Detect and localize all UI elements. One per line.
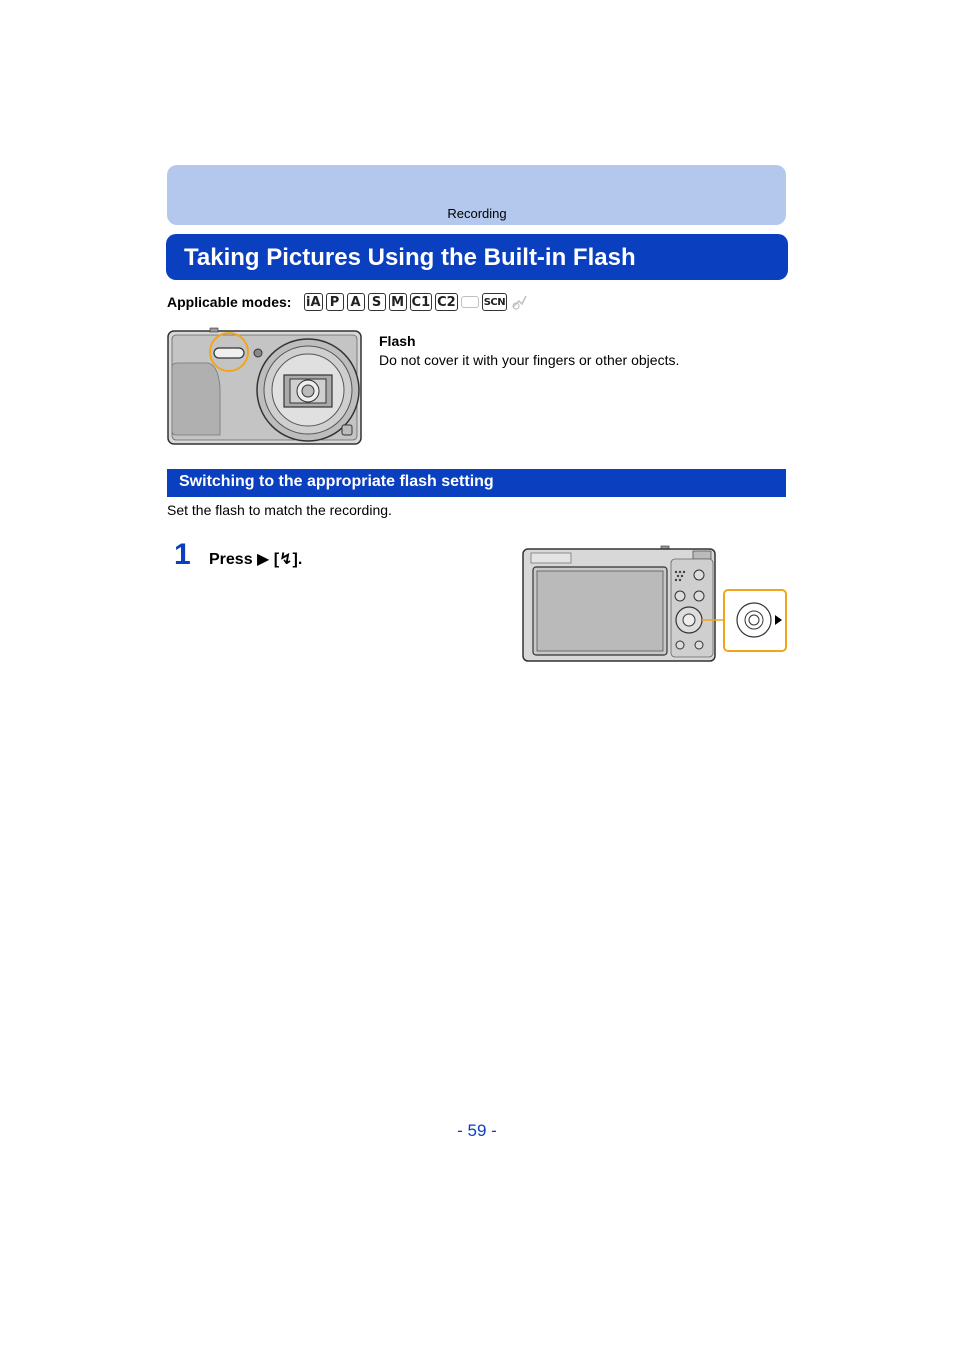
flash-callout-title: Flash	[379, 333, 416, 349]
subsection-title: Switching to the appropriate flash setting	[179, 473, 494, 490]
mode-ia-icon: iA	[306, 294, 321, 310]
section-label: Recording	[447, 206, 507, 221]
mode-scn-icon: SCN	[482, 293, 507, 311]
camera-front-illustration	[166, 327, 363, 447]
page-title: Taking Pictures Using the Built-in Flash	[184, 244, 636, 271]
flash-callout-description: Do not cover it with your fingers or other objects.	[379, 352, 680, 368]
mode-m-icon: M	[389, 293, 407, 311]
mode-c1-icon: C1	[411, 294, 431, 310]
mode-s-icon: S	[368, 293, 386, 311]
mode-icons	[304, 292, 528, 312]
mode-a-icon: A	[347, 293, 365, 311]
applicable-modes-label: Applicable modes:	[167, 294, 292, 310]
subsection-body: Set the flash to match the recording.	[167, 502, 392, 518]
mode-p-icon: P	[326, 293, 344, 311]
step-instruction: Press ▶ [↯].	[209, 551, 303, 568]
mode-panorama-icon	[461, 296, 479, 308]
mode-creative-icon	[510, 293, 528, 311]
mode-c2-icon: C2	[437, 294, 456, 310]
page-number: - 59 -	[457, 1121, 497, 1140]
camera-back-illustration	[521, 545, 789, 665]
step-number: 1	[174, 538, 191, 571]
